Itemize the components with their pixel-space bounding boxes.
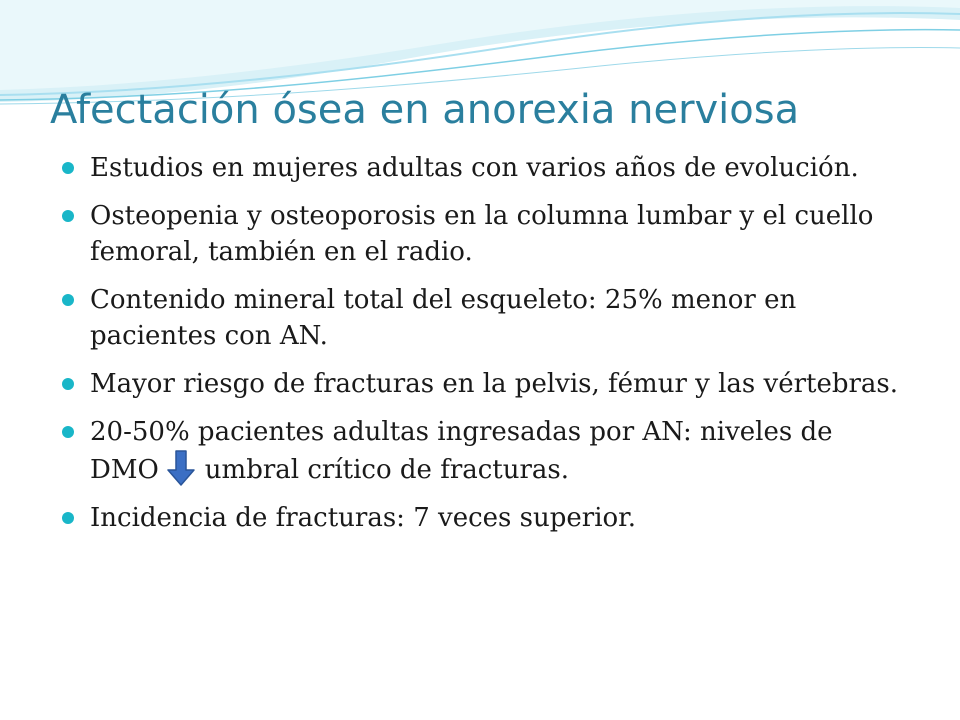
slide-title: Afectación ósea en anorexia nerviosa [50, 87, 800, 133]
bullet-dot-icon [62, 378, 74, 390]
bullet-text: Contenido mineral total del esqueleto: 25% menor en pacientes con AN. [90, 285, 797, 351]
bullet-text: Incidencia de fracturas: 7 veces superior. [90, 503, 636, 533]
bullet-item [60, 282, 900, 354]
bullet-dot-icon [62, 162, 74, 174]
bullet-dot-icon [62, 426, 74, 438]
bullet-dot-icon [62, 512, 74, 524]
bullet-text-after: umbral crítico de fracturas. [204, 455, 570, 485]
bullet-dot-icon [62, 210, 74, 222]
down-arrow-icon [167, 450, 195, 486]
bullet-text-before: 20-50% pacientes adultas ingresadas por AN: niveles de DMO [90, 417, 833, 485]
bullet-list [60, 150, 900, 548]
bullet-item [60, 366, 900, 402]
bullet-text: Mayor riesgo de fracturas en la pelvis, fémur y las vértebras. [90, 369, 899, 399]
bullet-item [60, 198, 900, 270]
bullet-item [60, 150, 900, 186]
bullet-text: Estudios en mujeres adultas con varios años de evolución. [90, 153, 859, 183]
bullet-text: Osteopenia y osteoporosis en la columna lumbar y el cuello femoral, también en el radio. [90, 201, 874, 267]
bullet-item [60, 500, 900, 536]
bullet-dot-icon [62, 294, 74, 306]
bullet-item [60, 414, 900, 488]
